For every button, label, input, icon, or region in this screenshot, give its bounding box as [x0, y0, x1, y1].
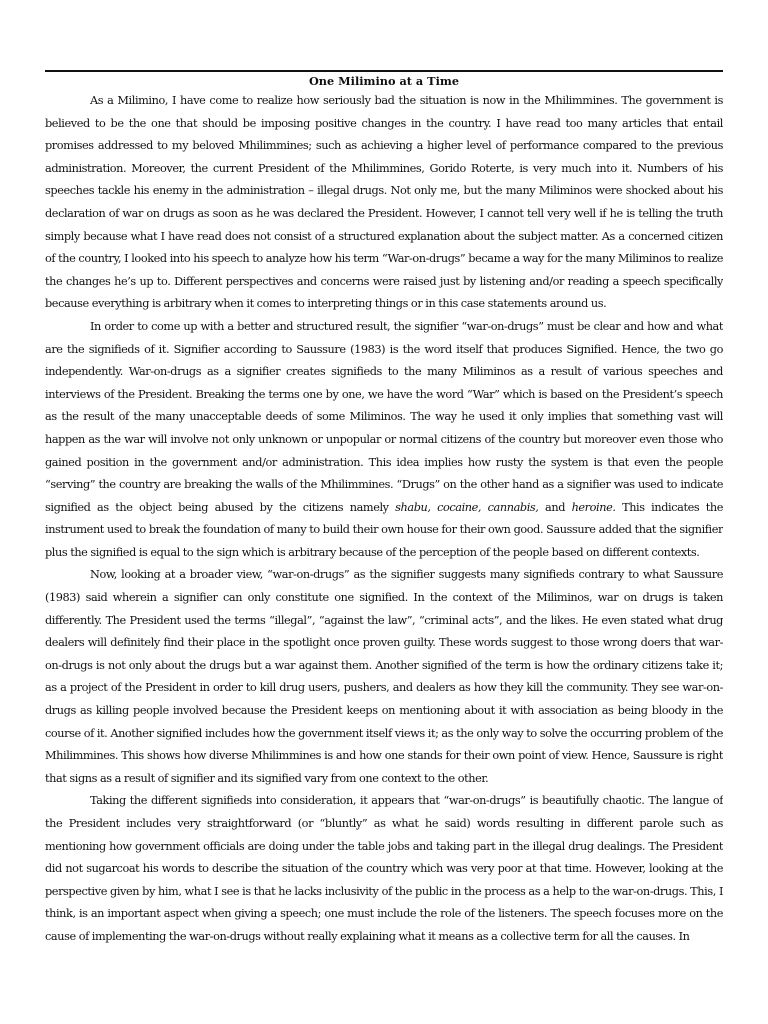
body-paragraph	[45, 316, 723, 565]
text-run: In order to come up with a better and structured result, the signifier “war-on-drugs” must be clear and how and what are the signifieds of it. Signifier according to Saussure (1983) is the word itself that produces Signified. Hence, the two go independently. War-on-drugs as a signifier creates signifieds to the many Miliminos as a result of various speeches and interviews of the President. Breaking the terms one by one, we have the word “War” which is based on the President’s speech as the result of the many unacceptable deeds of some Miliminos. The way he used it only implies that something vast will happen as the war will involve not only unknown or unpopular or normal citizens of the country but moreover even those who gained position in the government and/or administration. This idea implies how rusty the system is that even the people “serving” the country are breaking the walls of the Mhilimmines. “Drugs” on the other hand as a signifier was used to indicate signified as the object being abused by the citizens namely	[45, 319, 723, 514]
text-run: Now, looking at a broader view, “war-on-drugs” as the signifier suggests many signifieds contrary to what Saussure (1983) said wherein a signifier can only constitute one signified. In the context of the Miliminos, war on drugs is taken differently. The President used the terms “illegal”, “against the law”, “criminal acts”, and the likes. He even stated what drug dealers will definitely find their place in the spotlight once proven guilty. These words suggest to those wrong doers that war-on-drugs is not only about the drugs but a war against them. Another signified of the term is how the ordinary citizens take it; as a project of the President in order to kill drug users, pushers, and dealers as how they kill the community. They see war-on-drugs as killing people involved because the President keeps on mentioning about it with association as being bloody in the course of it. Another signified includes how the government itself views it; as the only way to solve the occurring problem of the Mhilimmines. This shows how diverse Mhilimmines is and how one stands for their own point of view. Hence, Saussure is right that signs as a result of signifier and its signified vary from one context to the other.	[45, 568, 723, 785]
body-paragraph	[45, 790, 723, 948]
document-page	[45, 70, 723, 1024]
italic-text-run: heroine.	[571, 500, 616, 514]
document-body	[45, 90, 723, 949]
text-run: As a Milimino, I have come to realize how seriously bad the situation is now in the Mhilimmines. The government is believed to be the one that should be imposing positive changes in the country. I have read too many articles that entail promises addressed to my beloved Mhilimmines; such as achieving a higher level of performance compared to the previous administration. Moreover, the current President of the Mhilimmines, Gorido Roterte, is very much into it. Numbers of his speeches tackle his enemy in the administration – illegal drugs. Not only me, but the many Miliminos were shocked about his declaration of war on drugs as soon as he was declared the President. However, I cannot tell very well if he is telling the truth simply because what I have read does not consist of a structured explanation about the subject matter. As a concerned citizen of the country, I looked into his speech to analyze how his term “War-on-drugs” became a way for the many Miliminos to realize the changes he’s up to. Different perspectives and concerns were raised just by listening and/or reading a speech specifically because everything is arbitrary when it comes to interpreting things or in this case statements around us.	[45, 94, 723, 311]
top-rule	[45, 70, 723, 72]
text-run: and	[538, 500, 572, 514]
page-title: One Milimino at a Time	[308, 74, 460, 88]
italic-text-run: shabu, cocaine, cannabis,	[395, 500, 539, 514]
text-run: Taking the different signifieds into consideration, it appears that “war-on-drugs” is beautifully chaotic. The langue of the President includes very straightforward (or “bluntly” as what he said) words resulting in different parole such as mentioning how government officials are doing under the table jobs and taking part in the illegal drug dealings. The President did not sugarcoat his words to describe the situation of the country which was very poor at that time. However, looking at the perspective given by him, what I see is that he lacks inclusivity of the public in the process as a help to the war-on-drugs. This, I think, is an important aspect when giving a speech; one must include the role of the listeners. The speech focuses more on the cause of implementing the war-on-drugs without really explaining what it means as a collective term for all the causes. In	[45, 794, 723, 943]
body-paragraph	[45, 564, 723, 790]
body-paragraph	[45, 90, 723, 316]
text-run: This indicates the instrument used to break the foundation of many to build their own house for their own good. Saussure added that the signifier plus the signified is equal to the sign which is arbitrary because of the perception of the people based on different contexts.	[45, 500, 723, 559]
